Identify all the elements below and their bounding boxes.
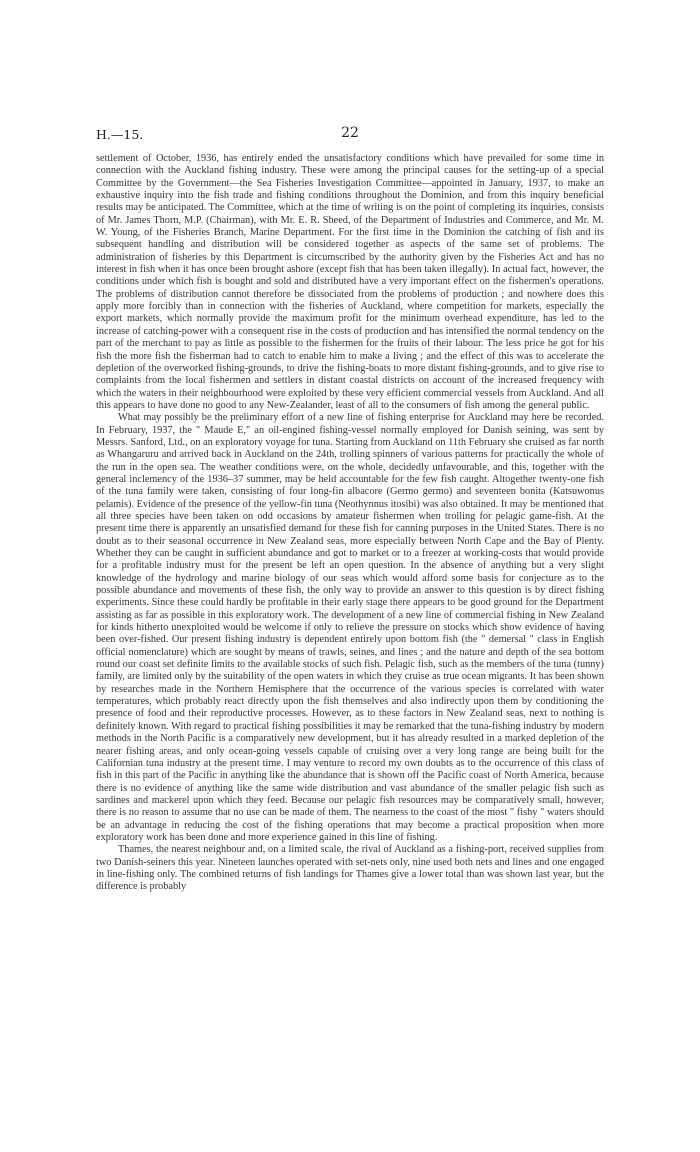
page-number: 22 (341, 125, 359, 141)
report-reference: H.—15. (96, 127, 144, 142)
page-header (96, 127, 604, 147)
document-body (96, 153, 604, 894)
paragraph-tuna-exploration: What may possibly be the preliminary effort of a new line of fishing enterprise for Auckland may here be recorded. In February, 1937, the " Maude E," an oil-engined fishing-vessel normally employed for Danish seining, was sent by Messrs. Sanford, Ltd., on an exploratory voyage for tuna. Starting from Auckland on 11th February she cruised as far north as Whangaruru and arrived back in Auckland on the 24th, trolling spinners of various patterns for practically the whole of the run in the open sea. The weather conditions were, on the whole, decidedly unfavourable, and this, together with the general inclemency of the 1936–37 summer, may be held accountable for the few fish caught. Altogether twenty-one fish of the tuna family were taken, consisting of four long-fin albacore (Germo germo) and seventeen bonita (Katsuwonus pelamis). Evidence of the presence of the yellow-fin tuna (Neothynnus itosibi) was also obtained. It may be mentioned that all three species have been taken on odd occasions by amateur fishermen when trolling for pelagic game-fish. At the present time there is apparently an unsatisfied demand for these fish for canning purposes in the United States. There is no doubt as to their seasonal occurrence in New Zealand seas, more especially between North Cape and the Bay of Plenty. Whether they can be caught in sufficient abundance and got to market or to a freezer at working-costs that would provide for a profitable industry must for the present be left an open question. In the absence of anything but a very slight knowledge of the hydrology and marine biology of our seas which would afford some basis for conjecture as to the possible abundance and movements of these fish, the only way to provide an answer to this question is by direct fishing experiments. Since these could hardly be profitable in their early stage there appears to be good ground for the Department assisting as far as possible in this exploratory work. The development of a new line of commercial fishing in New Zealand for kinds hitherto unexploited would be welcome if only to relieve the pressure on stocks which show evidence of having been over-fished. Our present fishing industry is dependent entirely upon bottom fish (the " demersal " class in English official nomenclature) which are sought by means of trawls, seines, and lines ; and the nature and depth of the sea bottom round our coast set definite limits to the available stocks of such fish. Pelagic fish, such as the members of the tuna (tunny) family, are limited only by the suitability of the open waters in which they cruise as true ocean migrants. It has been shown by researches made in the Northern Hemisphere that the occurrence of the various species is correlated with water temperatures, which probably react directly upon the fish themselves and also indirectly upon them by conditioning the presence of food and their reproductive processes. However, as to these factors in New Zealand seas, next to nothing is definitely known. With regard to practical fishing possibilities it may be remarked that the tuna-fishing industry by modern methods in the North Pacific is a comparatively new development, but it has already resulted in a marked depletion of the nearer fishing areas, and only ocean-going vessels capable of cruising over a very long range are being built for the Californian tuna industry at the present time. I may venture to record my own doubts as to the occurrence of this class of fish in this part of the Pacific in anything like the abundance that is shown off the Pacific coast of North America, because there is no evidence of anything like the same wide distribution and vast abundance of the smaller pelagic fish such as sardines and mackerel upon which they feed. Because our pelagic fish resources may be comparatively small, however, there is no reason to assume that no use can be made of them. The nearness to the coast of the most " fishy " waters should be an advantage in reducing the cost of the fishing operations that may become a practical proposition when more exploratory work has been done and more experience gained in this line of fishing. (96, 412, 604, 843)
paragraph-settlement: settlement of October, 1936, has entirely ended the unsatisfactory conditions which have prevailed for some time in connection with the Auckland fishing industry. These were among the principal causes for the setting-up of a special Committee by the Government—the Sea Fisheries Investigation Committee—appointed in January, 1937, to make an exhaustive inquiry into the fish trade and fishing conditions throughout the Dominion, and from this inquiry beneficial results may be anticipated. The Committee, which at the time of writing is on the point of completing its inquiries, consists of Mr. James Thorn, M.P. (Chairman), with Mr. E. R. Sheed, of the Department of Industries and Commerce, and Mr. M. W. Young, of the Fisheries Branch, Marine Department. For the first time in the Dominion the catching of fish and its subsequent handling and distribution will be considered together as aspects of the same set of problems. The administration of fisheries by this Department is circumscribed by the authority given by the Fisheries Act and has no interest in fish when it has once been brought ashore (except fish that has been taken illegally). In actual fact, however, the conditions under which fish is bought and sold and distributed have a very important effect on the fishermen's operations. The problems of distribution cannot therefore be dissociated from the problems of production ; and nowhere does this apply more forcibly than in connection with the fisheries of Auckland, where competition for markets, especially the export markets, which normally provide the maximum profit for the minimum overhead expenditure, has led to the increase of catching-power with a consequent rise in the costs of production and has intensified the normal tendency on the part of the merchant to pay as little as possible to the fishermen for the fruits of their labour. The less price he got for his fish the more fish the fisherman had to catch to enable him to make a living ; and the effect of this was to accelerate the depletion of the overworked fishing-grounds, to drive the fishing-boats to more distant fishing-grounds, and to give rise to complaints from the local fishermen and settlers in distant coastal districts on account of the increased frequency with which the waters in their neighbourhood were exploited by these very efficient commercial vessels from Auckland. And all this appears to have done no good to any New-Zealander, least of all to the consumers of fish among the general public. (96, 153, 604, 411)
paragraph-thames: Thames, the nearest neighbour and, on a limited scale, the rival of Auckland as a fishing-port, received supplies from two Danish-seiners this year. Nineteen launches operated with set-nets only, nine used both nets and lines and one engaged in line-fishing only. The combined returns of fish landings for Thames give a lower total than was shown last year, but the difference is probably (96, 844, 604, 893)
